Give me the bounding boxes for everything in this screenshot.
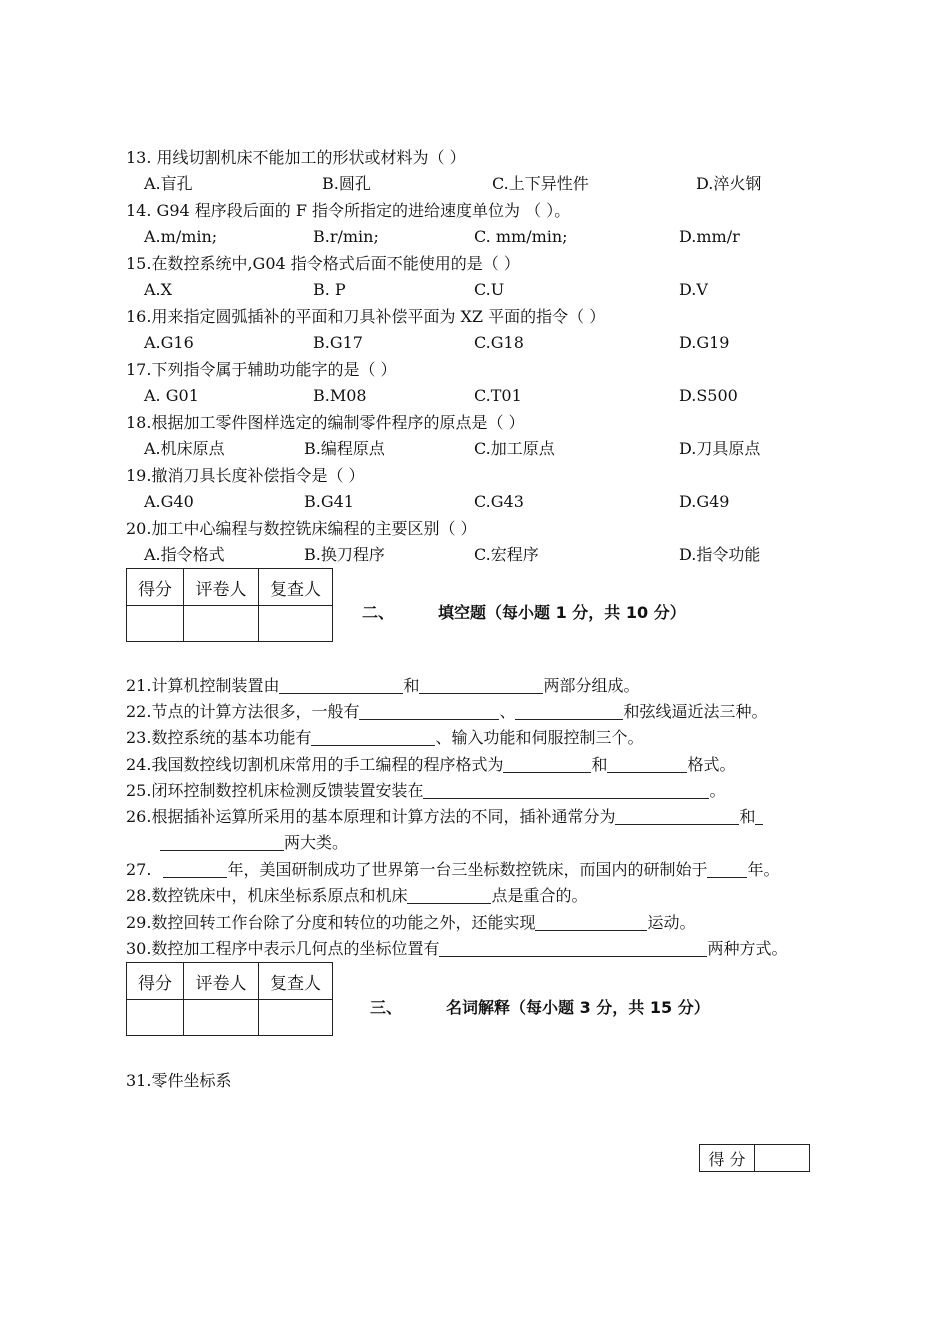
question-31: 31.零件坐标系 <box>126 1071 232 1090</box>
answer-blank[interactable] <box>419 677 543 694</box>
score-table-section2 <box>126 568 333 642</box>
option-b: B.编程原点 <box>304 439 385 458</box>
question-text: 年，美国研制成功了世界第一台三坐标数控铣床，而国内的研制始于 <box>227 860 708 879</box>
reviewer-cell[interactable] <box>259 1000 333 1036</box>
option-b: B.G41 <box>304 492 354 511</box>
option-a: A.指令格式 <box>144 545 225 564</box>
section-number: 三、 <box>370 998 403 1017</box>
question-13-options <box>144 174 824 194</box>
grader-cell[interactable] <box>184 606 259 642</box>
option-b: B.r/min; <box>313 227 379 246</box>
question-14: 14. G94 程序段后面的 F 指令所指定的进给速度单位为 （ ）。 <box>126 201 571 220</box>
option-d: D.淬火钢 <box>696 174 762 193</box>
answer-blank[interactable] <box>615 808 739 825</box>
option-c: C. mm/min; <box>474 227 568 246</box>
question-text: 24.我国数控线切割机床常用的手工编程的程序格式为 <box>126 755 504 774</box>
grader-header: 评卷人 <box>184 569 259 606</box>
score-header: 得分 <box>127 963 184 1000</box>
answer-blank[interactable] <box>439 940 707 957</box>
option-c: C.U <box>474 280 505 299</box>
answer-blank[interactable] <box>755 808 763 825</box>
question-text: 格式。 <box>687 755 736 774</box>
option-c: C.宏程序 <box>474 545 539 564</box>
score-cell[interactable] <box>127 606 184 642</box>
question-text: 、输入功能和伺服控制三个。 <box>435 728 644 747</box>
answer-blank[interactable] <box>535 914 647 931</box>
question-17-options <box>144 386 824 406</box>
question-26-continued <box>160 833 348 853</box>
grader-header: 评卷人 <box>184 963 259 1000</box>
question-text: 和 <box>739 807 756 826</box>
score-table-section3 <box>126 962 333 1036</box>
question-text: 两种方式。 <box>707 939 788 958</box>
option-a: A.m/min; <box>144 227 218 246</box>
option-d: D.指令功能 <box>679 545 761 564</box>
question-text: 和 <box>403 676 420 695</box>
option-a: A.机床原点 <box>144 439 225 458</box>
option-a: A.G40 <box>144 492 194 511</box>
question-23 <box>126 728 643 748</box>
question-text: 两部分组成。 <box>543 676 640 695</box>
answer-blank[interactable] <box>311 729 435 746</box>
question-text: 30.数控加工程序中表示几何点的坐标位置有 <box>126 939 440 958</box>
question-text: 27. <box>126 860 152 879</box>
question-19-options <box>144 492 824 512</box>
option-c: C.加工原点 <box>474 439 555 458</box>
score-box <box>699 1144 810 1172</box>
section-2-heading <box>362 600 686 623</box>
question-15: 15.在数控系统中,G04 指令格式后面不能使用的是（ ） <box>126 254 520 273</box>
question-22 <box>126 702 767 722</box>
section-3-heading <box>370 995 710 1018</box>
question-text: 25.闭环控制数控机床检测反馈装置安装在 <box>126 781 424 800</box>
answer-blank[interactable] <box>279 677 403 694</box>
question-text: 和弦线逼近法三种。 <box>623 702 768 721</box>
answer-blank[interactable] <box>515 703 623 720</box>
question-17: 17.下列指令属于辅助功能字的是（ ） <box>126 360 397 379</box>
option-a: A.盲孔 <box>144 174 193 193</box>
reviewer-header: 复查人 <box>259 963 333 1000</box>
question-text: 21.计算机控制装置由 <box>126 676 280 695</box>
option-b: B. P <box>313 280 346 299</box>
option-d: D.S500 <box>679 386 738 405</box>
option-c: C.G18 <box>474 333 524 352</box>
answer-blank[interactable] <box>607 756 687 773</box>
question-25 <box>126 781 725 801</box>
question-text: 23.数控系统的基本功能有 <box>126 728 312 747</box>
question-text: 、 <box>499 702 516 721</box>
option-a: A. G01 <box>144 386 199 405</box>
question-18-options <box>144 439 824 459</box>
question-29 <box>126 913 695 933</box>
option-b: B.圆孔 <box>322 174 371 193</box>
question-text: 年。 <box>747 860 780 879</box>
section-number: 二、 <box>362 603 395 622</box>
option-a: A.G16 <box>144 333 194 352</box>
option-c: C.上下异性件 <box>492 174 589 193</box>
section-title: 填空题（每小题 1 分，共 10 分） <box>438 603 686 622</box>
question-text: 29.数控回转工作台除了分度和转位的功能之外，还能实现 <box>126 913 536 932</box>
question-14-options <box>144 227 824 247</box>
grader-cell[interactable] <box>184 1000 259 1036</box>
question-13: 13. 用线切割机床不能加工的形状或材料为（ ） <box>126 148 466 167</box>
option-c: C.G43 <box>474 492 524 511</box>
answer-blank[interactable] <box>423 782 709 799</box>
answer-blank[interactable] <box>707 861 747 878</box>
question-text: 26.根据插补运算所采用的基本原理和计算方法的不同，插补通常分为 <box>126 807 616 826</box>
question-20: 20.加工中心编程与数控铣床编程的主要区别（ ） <box>126 519 477 538</box>
question-text: 点是重合的。 <box>491 886 588 905</box>
option-d: D.G49 <box>679 492 730 511</box>
question-24 <box>126 755 735 775</box>
question-text: 运动。 <box>647 913 696 932</box>
question-16: 16.用来指定圆弧插补的平面和刀具补偿平面为 XZ 平面的指令（ ） <box>126 307 606 326</box>
option-d: D.mm/r <box>679 227 740 246</box>
question-15-options <box>144 280 824 300</box>
reviewer-cell[interactable] <box>259 606 333 642</box>
question-21 <box>126 676 639 696</box>
option-b: B.换刀程序 <box>304 545 385 564</box>
question-text: 和 <box>591 755 608 774</box>
question-text: 。 <box>709 781 726 800</box>
question-28 <box>126 886 587 906</box>
answer-blank[interactable] <box>163 861 227 878</box>
question-19: 19.撤消刀具长度补偿指令是（ ） <box>126 466 365 485</box>
section-title: 名词解释（每小题 3 分，共 15 分） <box>446 998 710 1017</box>
score-cell[interactable] <box>755 1145 810 1172</box>
question-16-options <box>144 333 824 353</box>
question-30 <box>126 939 787 959</box>
option-a: A.X <box>144 280 173 299</box>
question-26 <box>126 807 763 827</box>
score-label: 得 分 <box>700 1145 755 1172</box>
question-18: 18.根据加工零件图样选定的编制零件程序的原点是（ ） <box>126 413 525 432</box>
score-cell[interactable] <box>127 1000 184 1036</box>
score-header: 得分 <box>127 569 184 606</box>
option-c: C.T01 <box>474 386 522 405</box>
reviewer-header: 复查人 <box>259 569 333 606</box>
question-20-options <box>144 545 824 565</box>
option-b: B.G17 <box>313 333 363 352</box>
question-text: 两大类。 <box>284 833 349 852</box>
question-text: 28.数控铣床中，机床坐标系原点和机床 <box>126 886 408 905</box>
answer-blank[interactable] <box>407 887 491 904</box>
option-d: D.刀具原点 <box>679 439 761 458</box>
answer-blank[interactable] <box>503 756 591 773</box>
answer-blank[interactable] <box>160 834 284 851</box>
question-27 <box>126 860 779 880</box>
option-d: D.V <box>679 280 708 299</box>
option-d: D.G19 <box>679 333 730 352</box>
option-b: B.M08 <box>313 386 367 405</box>
answer-blank[interactable] <box>359 703 499 720</box>
question-text: 22.节点的计算方法很多，一般有 <box>126 702 360 721</box>
